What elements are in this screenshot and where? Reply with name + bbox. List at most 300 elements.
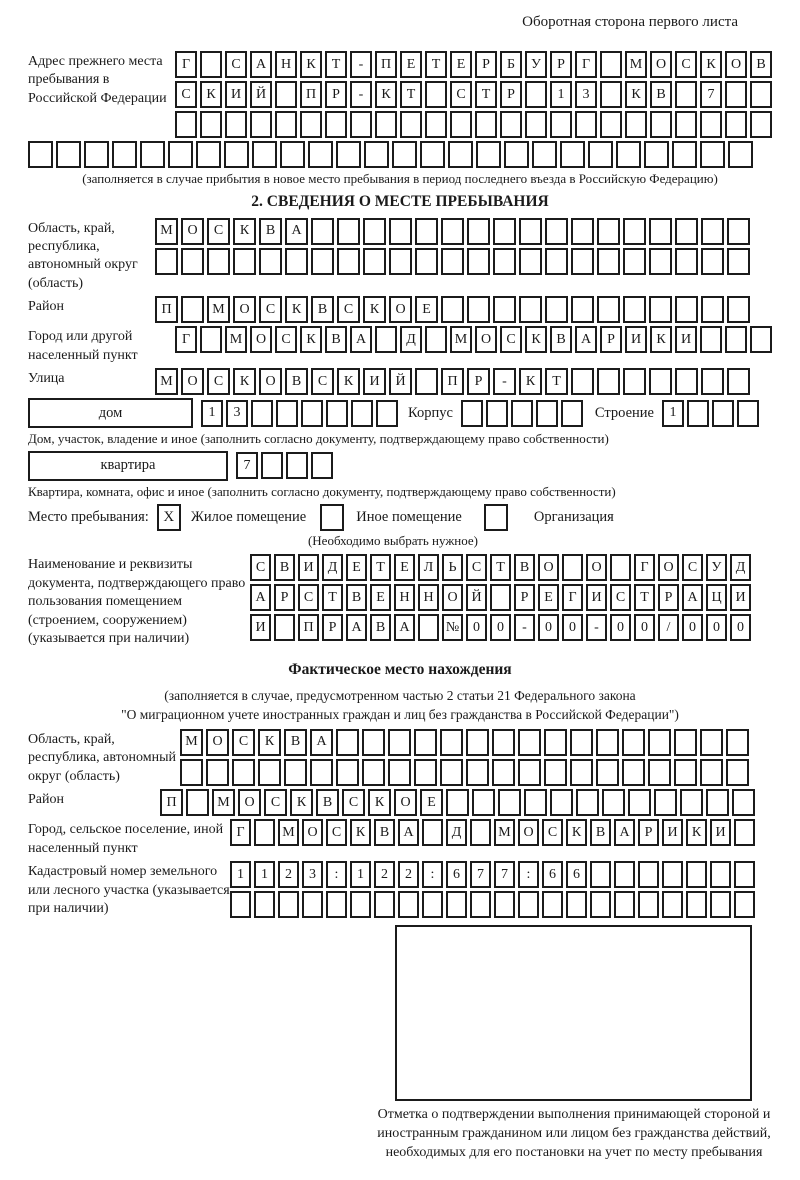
form-cell: П [375,51,397,78]
form-cell [280,141,305,168]
form-cell [392,141,417,168]
form-cell [308,141,333,168]
form-cell [311,452,333,479]
form-cell [686,861,707,888]
form-cell: Д [322,554,343,581]
form-cell [276,400,298,427]
form-cell: В [550,326,572,353]
form-cell [388,759,411,786]
form-cell [300,111,322,138]
form-cell [337,218,360,245]
form-cell [470,819,491,846]
form-cell: М [225,326,247,353]
form-cell: К [375,81,397,108]
form-cell: И [710,819,731,846]
form-cell: А [350,326,372,353]
form-cell [648,729,671,756]
form-cell [425,111,447,138]
form-cell [461,400,483,427]
actual-district-label: Район [28,792,64,808]
form-cell [414,729,437,756]
form-cell [545,296,568,323]
form-cell: У [525,51,547,78]
form-cell: Ц [706,584,727,611]
form-cell [302,891,323,918]
city-field [28,326,772,365]
form-cell [560,141,585,168]
form-cell: А [250,51,272,78]
form-cell [575,111,597,138]
form-cell: : [326,861,347,888]
form-cell: Т [325,51,347,78]
form-cell: Г [575,51,597,78]
form-cell [700,729,723,756]
form-cell: И [625,326,647,353]
form-cell: О [475,326,497,353]
region-row-1 [155,218,750,245]
form-cell: Е [370,584,391,611]
form-cell: В [370,614,391,641]
form-cell [388,729,411,756]
form-cell [710,891,731,918]
form-cell [351,400,373,427]
street-field [28,368,772,395]
form-cell [614,891,635,918]
form-cell [258,759,281,786]
form-cell [200,51,222,78]
form-cell: О [586,554,607,581]
form-cell: С [250,554,271,581]
form-cell [363,218,386,245]
form-cell [311,248,334,275]
actual-district-field [28,789,772,816]
form-cell: В [514,554,535,581]
form-cell [250,111,272,138]
apartment-row [28,451,772,481]
form-cell: Т [475,81,497,108]
form-cell [180,759,203,786]
form-cell [374,891,395,918]
previous-address-label: Адрес прежнего места пребывания в Российской Федерации [28,54,167,106]
form-cell [649,296,672,323]
form-cell [467,248,490,275]
form-cell: 0 [466,614,487,641]
form-cell [542,891,563,918]
form-cell [638,891,659,918]
form-cell [168,141,193,168]
form-cell: А [250,584,271,611]
form-cell [511,400,533,427]
form-cell: - [493,368,516,395]
form-cell [712,400,734,427]
form-cell: В [374,819,395,846]
form-cell [486,400,508,427]
option-organization-label: Организация [533,509,614,526]
form-cell [376,400,398,427]
form-cell [622,759,645,786]
form-cell: С [311,368,334,395]
form-cell [336,729,359,756]
form-cell [610,554,631,581]
form-cell: А [575,326,597,353]
form-cell [519,296,542,323]
form-cell [84,141,109,168]
form-cell [56,141,81,168]
form-cell: М [450,326,472,353]
form-cell [186,789,209,816]
actual-region-row-2 [180,759,749,786]
form-cell [675,218,698,245]
house-row [28,398,772,428]
form-cell: К [566,819,587,846]
form-cell [727,248,750,275]
form-cell: В [346,584,367,611]
stay-type-caption: (Необходимо выбрать нужное) [307,533,479,549]
form-cell: К [200,81,222,108]
form-cell: Г [230,819,251,846]
form-cell: 0 [538,614,559,641]
form-cell: Л [418,554,439,581]
form-cell: Г [634,554,655,581]
form-cell [675,111,697,138]
option-other-premises-label: Иное помещение [356,509,462,526]
form-cell [518,729,541,756]
form-cell: 3 [575,81,597,108]
form-cell [672,141,697,168]
form-cell: К [686,819,707,846]
form-cell [492,759,515,786]
form-cell [590,861,611,888]
cadastral-field [28,861,772,918]
form-cell [232,759,255,786]
form-cell: 6 [446,861,467,888]
region-field [28,218,772,294]
form-cell: И [298,554,319,581]
form-cell [519,218,542,245]
form-cell: 2 [278,861,299,888]
form-cell [566,891,587,918]
form-cell: - [586,614,607,641]
form-cell [649,248,672,275]
form-cell: С [275,326,297,353]
apartment-caption: Квартира, комната, офис и иное (заполнить согласно документу, подтверждающему право собственности) [28,483,616,499]
form-cell: М [155,368,178,395]
form-cell: М [212,789,235,816]
form-cell: А [346,614,367,641]
form-cell: И [586,584,607,611]
form-cell [425,326,447,353]
form-cell: Т [425,51,447,78]
form-cell [623,248,646,275]
form-cell [446,891,467,918]
form-cell: 1 [201,400,223,427]
form-cell [500,111,522,138]
form-cell: К [368,789,391,816]
form-cell [726,759,749,786]
form-cell: 3 [226,400,248,427]
form-cell [252,141,277,168]
form-cell [700,141,725,168]
form-cell: 0 [490,614,511,641]
form-cell: Т [634,584,655,611]
form-cell [700,111,722,138]
form-cell: И [250,614,271,641]
form-cell [362,729,385,756]
form-cell [206,759,229,786]
form-cell: В [750,51,772,78]
form-cell [200,111,222,138]
actual-region-label: Область, край, республика, автономный округ (область) [28,731,177,784]
form-cell [561,400,583,427]
form-cell [571,368,594,395]
form-cell [472,789,495,816]
form-cell: И [225,81,247,108]
confirmation-mark-box [395,925,752,1101]
form-cell: 0 [634,614,655,641]
form-cell [493,218,516,245]
form-cell [734,891,755,918]
actual-region-row-1 [180,729,749,756]
form-cell: : [518,861,539,888]
form-cell [597,296,620,323]
form-cell [418,614,439,641]
form-cell: О [650,51,672,78]
form-cell [532,141,557,168]
form-cell: О [181,218,204,245]
form-cell [326,891,347,918]
form-cell [545,248,568,275]
form-cell: П [441,368,464,395]
form-cell [675,248,698,275]
form-cell: Р [274,584,295,611]
form-cell [375,111,397,138]
form-cell: 6 [566,861,587,888]
form-cell [628,789,651,816]
form-cell: 2 [398,861,419,888]
document-label: Наименование и реквизиты документа, подтверждающего право пользования помещением (строением, сооружением) (указывается при наличии) [28,557,246,647]
form-cell: М [155,218,178,245]
form-cell [648,759,671,786]
form-cell [350,891,371,918]
form-cell: С [675,51,697,78]
form-cell: 1 [230,861,251,888]
form-cell: Е [346,554,367,581]
form-cell [441,296,464,323]
form-cell: 7 [700,81,722,108]
form-cell: Т [400,81,422,108]
form-cell: О [389,296,412,323]
form-cell: Р [638,819,659,846]
form-cell [519,248,542,275]
form-cell [415,368,438,395]
form-cell [701,296,724,323]
form-cell: К [625,81,647,108]
form-cell [493,296,516,323]
checkbox-organization [484,504,508,531]
form-cell [600,81,622,108]
form-cell [337,248,360,275]
form-cell: К [700,51,722,78]
form-cell: М [207,296,230,323]
form-cell [596,729,619,756]
form-cell: К [300,326,322,353]
previous-address-row-1 [175,51,772,78]
actual-district-row [160,789,755,816]
form-cell [701,218,724,245]
form-cell [544,729,567,756]
form-cell [536,400,558,427]
form-cell [734,819,755,846]
form-cell [625,111,647,138]
form-cell: О [259,368,282,395]
house-box-label: дом [28,398,193,428]
form-cell: 2 [374,861,395,888]
form-cell: О [394,789,417,816]
apartment-cells [236,452,333,479]
form-cell: 0 [562,614,583,641]
form-cell [571,296,594,323]
cadastral-row-1 [230,861,755,888]
form-cell [311,218,334,245]
form-cell: С [175,81,197,108]
form-cell [727,368,750,395]
form-cell: Д [400,326,422,353]
form-cell: Б [500,51,522,78]
form-cell: С [337,296,360,323]
form-cell [475,111,497,138]
form-cell: 1 [350,861,371,888]
form-cell: С [326,819,347,846]
form-cell [545,218,568,245]
korpus-cells [461,400,583,427]
form-cell: К [233,218,256,245]
form-cell: Р [514,584,535,611]
form-cell: О [238,789,261,816]
form-cell [576,789,599,816]
form-cell: Т [545,368,568,395]
form-cell [725,326,747,353]
form-cell [181,248,204,275]
stroenie-label: Строение [594,404,654,421]
form-cell [450,111,472,138]
form-cell [498,789,521,816]
section2-title: 2. СВЕДЕНИЯ О МЕСТЕ ПРЕБЫВАНИЯ [251,192,549,210]
form-cell [650,111,672,138]
form-cell: С [259,296,282,323]
actual-location-title: Фактическое место нахождения [288,660,512,678]
form-cell [623,368,646,395]
checkbox-other-premises [320,504,344,531]
form-cell: Й [466,584,487,611]
form-cell [680,789,703,816]
form-cell: К [519,368,542,395]
form-cell: 1 [254,861,275,888]
form-cell [301,400,323,427]
house-caption: Дом, участок, владение и иное (заполнить согласно документу, подтверждающему право собственности) [28,431,609,447]
form-cell [274,614,295,641]
form-cell: С [232,729,255,756]
document-row-2 [250,584,751,611]
form-cell: Е [538,584,559,611]
form-cell [518,891,539,918]
district-field [28,296,772,323]
form-cell [350,111,372,138]
form-cell: С [450,81,472,108]
form-cell [28,141,53,168]
form-cell [701,368,724,395]
form-cell [310,759,333,786]
form-cell [614,861,635,888]
form-cell [466,729,489,756]
form-cell: Т [322,584,343,611]
form-cell: П [298,614,319,641]
form-cell [112,141,137,168]
form-cell: И [363,368,386,395]
form-cell [600,51,622,78]
form-cell [525,111,547,138]
actual-city-field [28,819,772,858]
form-cell [602,789,625,816]
form-cell [504,141,529,168]
form-cell: М [625,51,647,78]
form-cell: Г [562,584,583,611]
form-cell [588,141,613,168]
form-cell: К [300,51,322,78]
region-label: Область, край, республика, автономный округ (область) [28,220,138,291]
form-cell: 7 [494,861,515,888]
form-cell: 1 [662,400,684,427]
form-cell: Т [490,554,511,581]
form-cell: А [310,729,333,756]
form-cell: Г [175,326,197,353]
form-cell: В [285,368,308,395]
form-cell [196,141,221,168]
form-cell [649,218,672,245]
form-cell: 7 [236,452,258,479]
form-cell: О [725,51,747,78]
city-label: Город или другой населенный пункт [28,329,138,363]
korpus-label: Корпус [408,404,453,421]
form-cell [275,111,297,138]
form-cell: Н [418,584,439,611]
form-cell [622,729,645,756]
form-cell: Е [400,51,422,78]
form-cell: Д [730,554,751,581]
form-cell [596,759,619,786]
form-cell [675,81,697,108]
form-cell: В [284,729,307,756]
form-cell [467,296,490,323]
form-cell: Р [322,614,343,641]
stroenie-cells [662,400,759,427]
form-cell [225,111,247,138]
form-cell: У [706,554,727,581]
form-cell: И [675,326,697,353]
form-cell: Е [420,789,443,816]
form-cell [750,111,772,138]
form-cell [466,759,489,786]
form-cell: К [285,296,308,323]
form-cell: Р [500,81,522,108]
form-cell [571,218,594,245]
form-cell [700,759,723,786]
form-cell [155,248,178,275]
form-cell: М [278,819,299,846]
stay-type-row [28,504,772,531]
form-cell: 0 [730,614,751,641]
form-cell [590,891,611,918]
form-cell [662,861,683,888]
